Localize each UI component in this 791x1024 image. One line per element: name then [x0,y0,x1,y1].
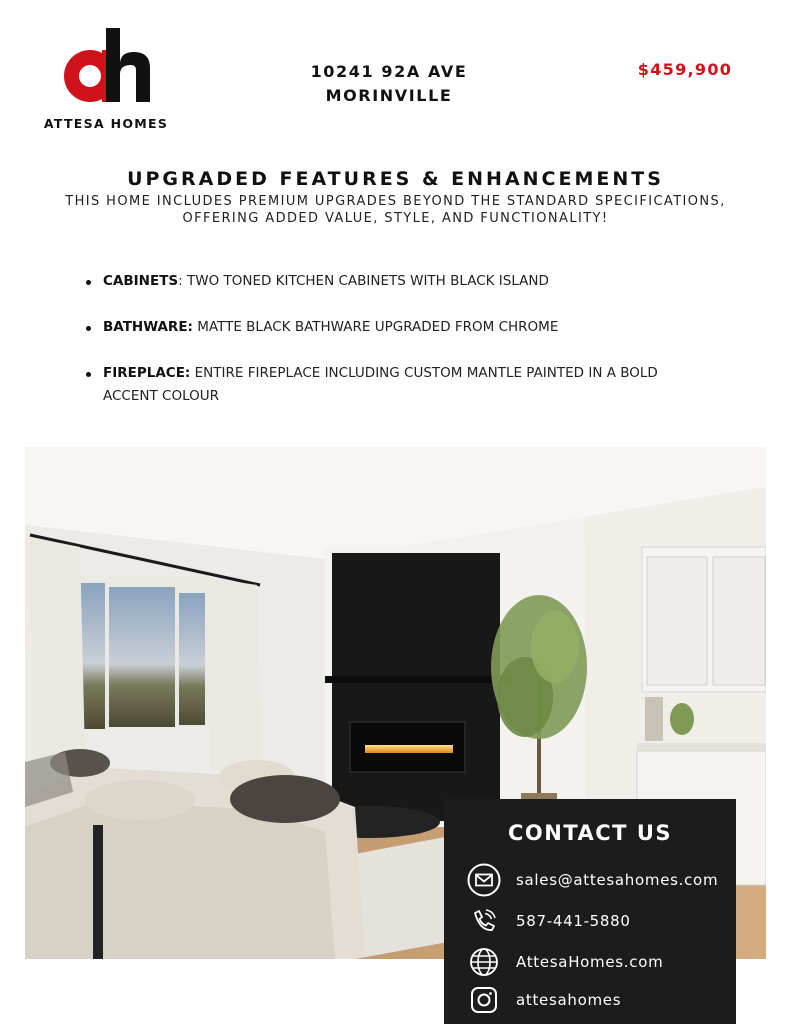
feature-text: TWO TONED KITCHEN CABINETS WITH BLACK ISLAND [186,273,549,289]
contact-instagram[interactable]: attesahomes [516,991,622,1009]
feature-item-cabinets [86,270,706,293]
section-title: UPGRADED FEATURES & ENHANCEMENTS [127,168,664,190]
contact-email-row[interactable] [466,862,718,898]
globe-icon [466,944,502,980]
contact-website-row[interactable] [466,944,663,980]
contact-title: CONTACT US [507,821,672,845]
bullet-icon [86,372,91,377]
contact-website[interactable]: AttesaHomes.com [516,953,664,971]
listing-price: $459,900 [637,60,733,79]
feature-label: CABINETS [103,273,179,289]
mail-icon [466,862,502,898]
feature-separator: : [178,273,187,289]
address-line-2: MORINVILLE [325,86,453,105]
feature-text: MATTE BLACK BATHWARE UPGRADED FROM CHROME [197,319,559,335]
property-address [300,60,478,108]
section-subtitle: THIS HOME INCLUDES PREMIUM UPGRADES BEYOND THE STANDARD SPECIFICATIONS, OFFERING ADDED VALUE, STYLE, AND FUNCTIONALITY! [65,194,726,226]
brand-name: ATTESA HOMES [43,116,169,131]
contact-card [444,799,736,1024]
feature-text: ENTIRE FIREPLACE INCLUDING CUSTOM MANTLE PAINTED IN A BOLD ACCENT COLOUR [103,365,658,404]
bullet-icon [86,326,91,331]
feature-item-fireplace [86,362,706,408]
bullet-icon [86,280,91,285]
contact-phone-row[interactable] [466,903,631,939]
features-list [86,270,706,431]
address-line-1: 10241 92A AVE [310,62,468,81]
feature-label: BATHWARE: [103,319,193,335]
attesa-logo [62,28,152,104]
phone-icon [466,903,502,939]
contact-instagram-row[interactable] [466,982,621,1018]
contact-email[interactable]: sales@attesahomes.com [516,871,719,889]
feature-label: FIREPLACE: [103,365,191,381]
feature-item-bathware [86,316,706,339]
instagram-icon [466,982,502,1018]
contact-phone[interactable]: 587-441-5880 [516,912,631,930]
